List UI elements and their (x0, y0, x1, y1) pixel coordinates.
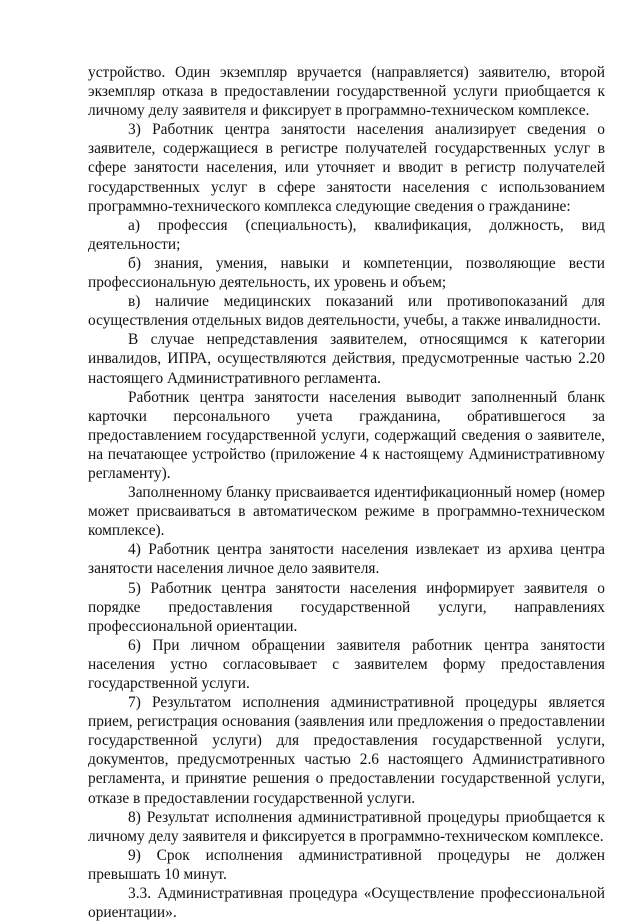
para-step-9: 9) Срок исполнения административной процедуры не должен превышать 10 минут. (88, 846, 605, 883)
para-item-v: в) наличие медицинских показаний или противопоказаний для осуществления отдельных видов деятельности, учебы, а также инвалидности. (88, 293, 605, 330)
para-step-5: 5) Работник центра занятости населения информирует заявителя о порядке предоставления государственной услуги, направлениях профессиональной ориентации. (88, 579, 605, 635)
para-ipra: В случае непредставления заявителем, относящимся к категории инвалидов, ИПРА, осуществляются действия, предусмотренные частью 2.20 настоящего Административного регламента. (88, 331, 605, 387)
para-continuation: устройство. Один экземпляр вручается (направляется) заявителю, второй экземпляр отказа в предоставлении государственной услуги приобщается к личному делу заявителя и фиксирует в программно-техническом комплексе. (88, 64, 605, 120)
document-page (88, 63, 605, 922)
para-step-7: 7) Результатом исполнения административной процедуры является прием, регистрация основания (заявления или предложения о предоставлении государственной услуги) для предоставления государственной услуги, документов, предусмотренных частью 2.6 настоящего Административного регламента, и принятие решения о предоставлении государственной услуги, отказе в предоставлении государственной услуги. (88, 694, 605, 807)
para-item-b: б) знания, умения, навыки и компетенции, позволяющие вести профессиональную деятельность, их уровень и объем; (88, 254, 605, 292)
para-step-8: 8) Результат исполнения административной процедуры приобщается к личному делу заявителя и фиксируется в программно-техническом комплексе. (88, 808, 605, 845)
para-step-6: 6) При личном обращении заявителя работник центра занятости населения устно согласовывает с заявителем форму предоставления государственной услуги. (88, 636, 605, 692)
para-step-4: 4) Работник центра занятости населения извлекает из архива центра занятости населения личное дело заявителя. (88, 541, 605, 578)
para-step-3: 3) Работник центра занятости населения анализирует сведения о заявителе, содержащиеся в регистре получателей государственных услуг в сфере занятости населения, или уточняет и вводит в регистр получателей государственных услуг в сфере занятости населения с использованием программно-технического комплекса следующие сведения о гражданине: (88, 121, 605, 215)
para-id-number: Заполненному бланку присваивается идентификационный номер (номер может присваиваться в автоматическом режиме в программно-техническом комплексе). (88, 484, 605, 540)
para-blank-card: Работник центра занятости населения выводит заполненный бланк карточки персонального учета гражданина, обратившегося за предоставлением государственной услуги, содержащий сведения о заявителе, на печатающее устройство (приложение 4 к настоящему Административному регламенту). (88, 388, 605, 482)
para-section-3-3: 3.3. Административная процедура «Осуществление профессиональной ориентации». (88, 885, 605, 922)
para-item-a: а) профессия (специальность), квалификация, должность, вид деятельности; (88, 216, 605, 253)
